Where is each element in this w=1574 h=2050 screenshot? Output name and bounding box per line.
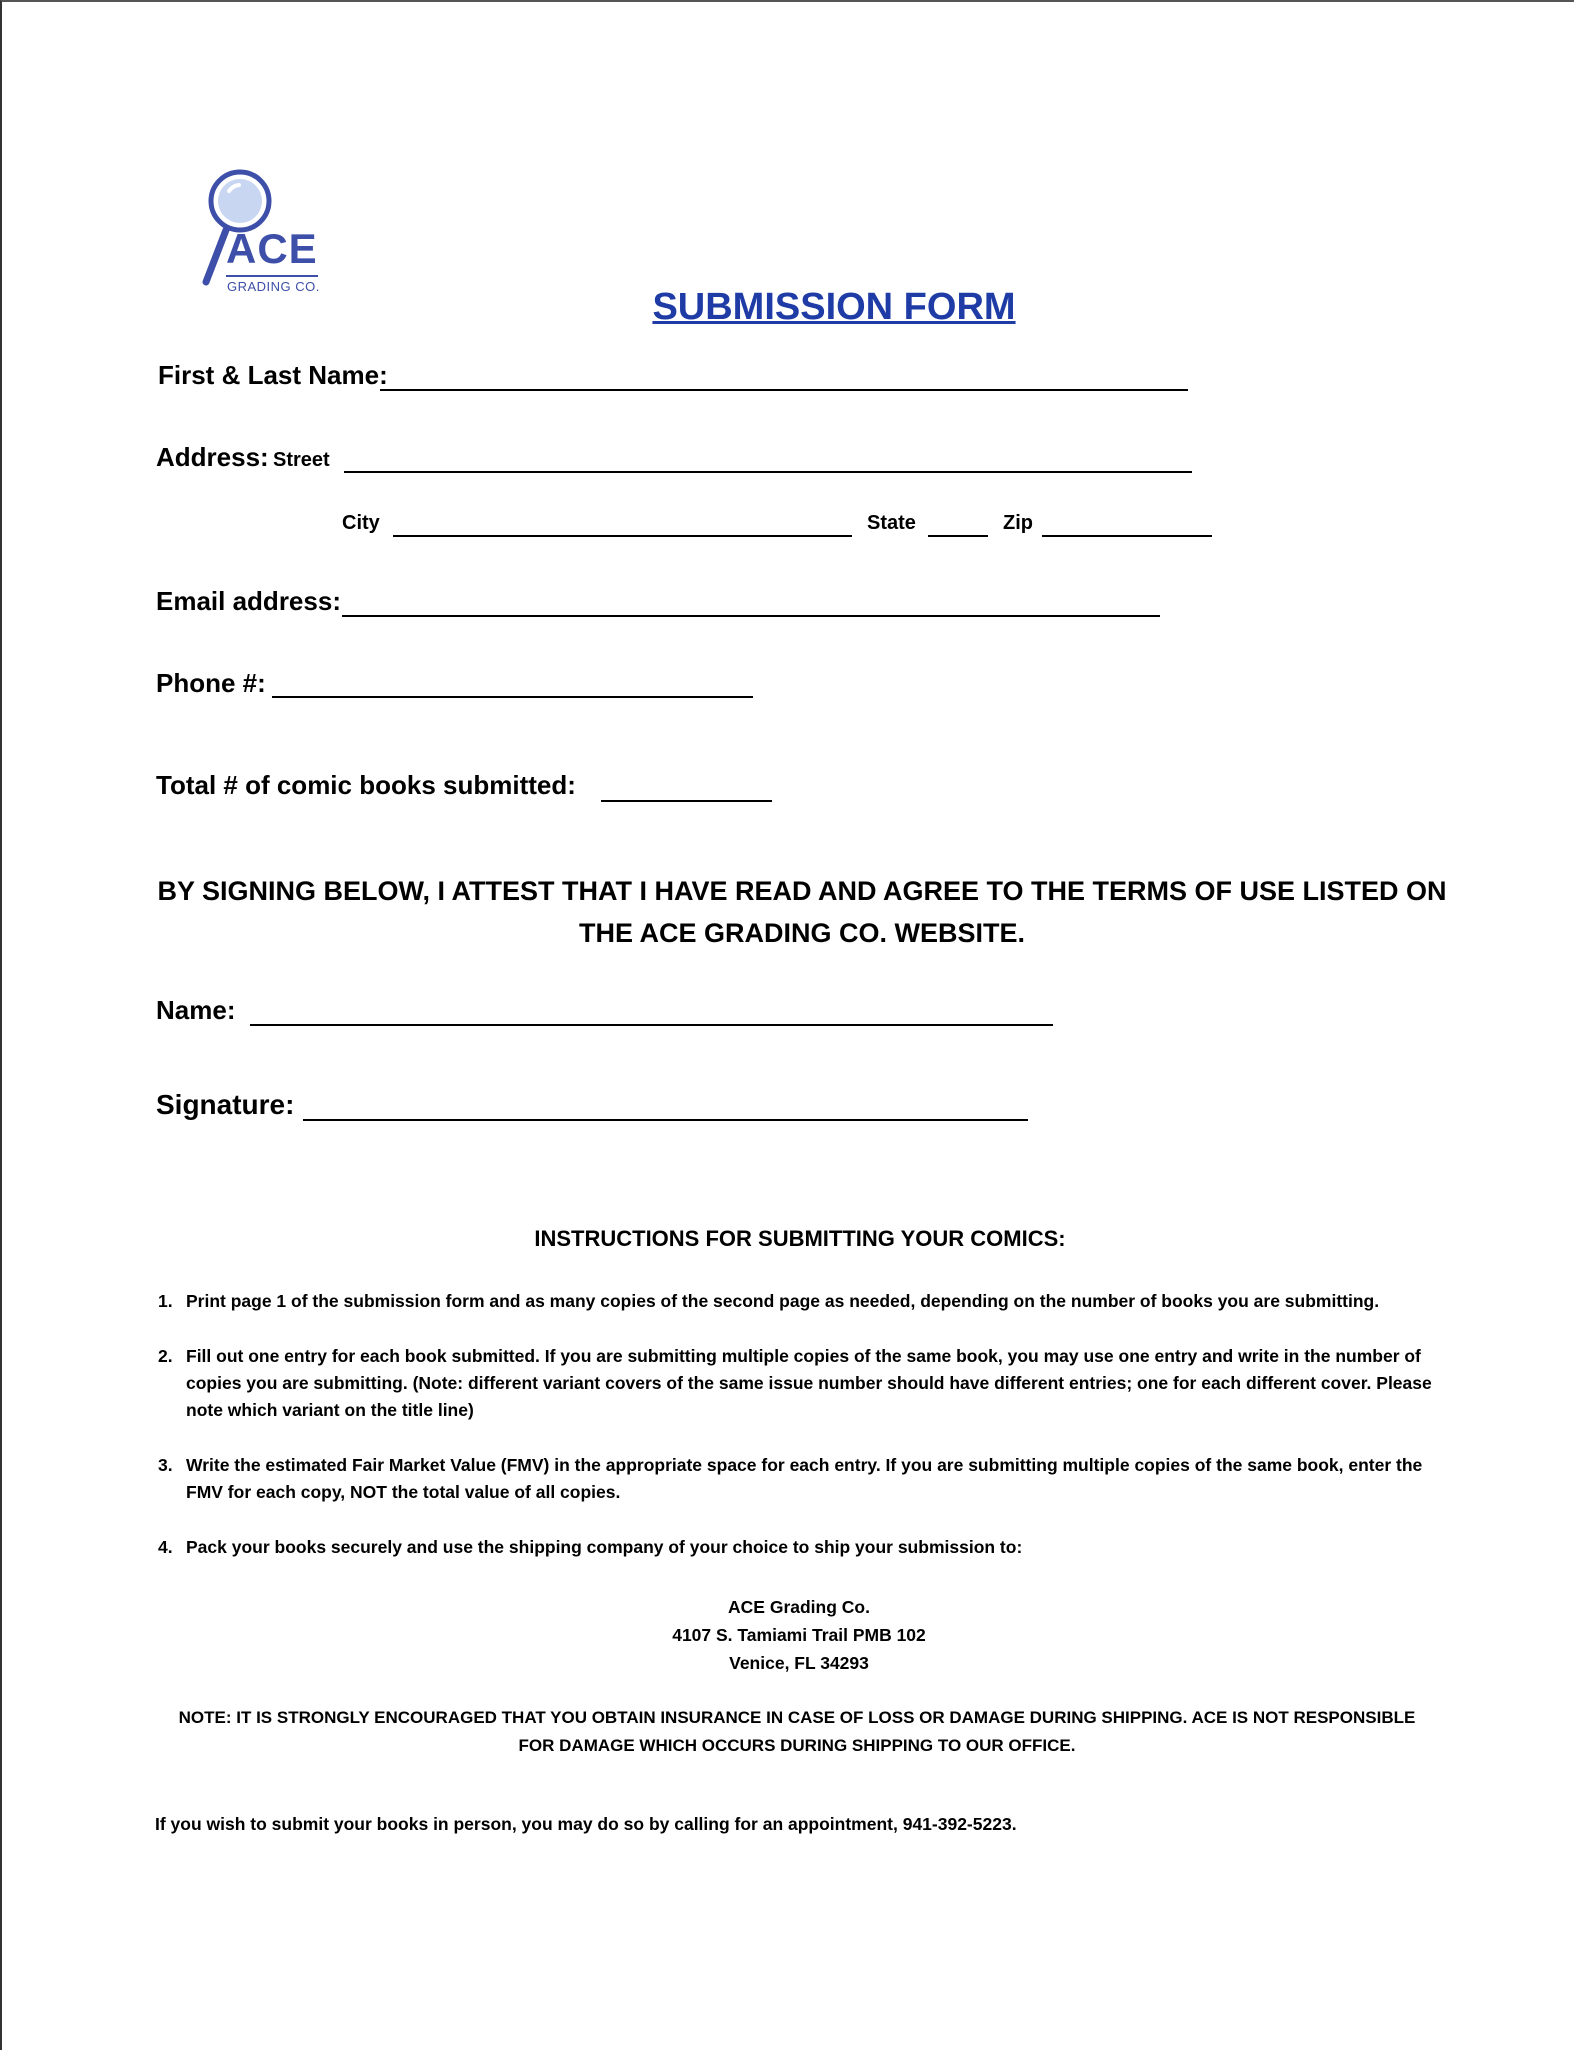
address-label: Address: <box>156 442 269 472</box>
email-label: Email address: <box>156 586 341 616</box>
state-label: State <box>867 512 916 534</box>
city-field[interactable] <box>393 535 852 537</box>
total-label: Total # of comic books submitted: <box>156 770 576 800</box>
attestation-text: BY SIGNING BELOW, I ATTEST THAT I HAVE READ AND AGREE TO THE TERMS OF USE LISTED ON THE ACE GRADING CO. WEBSITE. <box>157 876 1447 948</box>
list-item-number: 1. <box>158 1291 173 1311</box>
address-line-1: ACE Grading Co. <box>728 1597 870 1617</box>
zip-field[interactable] <box>1042 535 1212 537</box>
in-person-text: If you wish to submit your books in person, you may do so by calling for an appointment, 941-392-5223. <box>155 1814 1017 1834</box>
list-item-text: Pack your books securely and use the shipping company of your choice to ship your submission to: <box>186 1537 1023 1557</box>
phone-field[interactable] <box>272 696 753 698</box>
shipping-address <box>2 1593 1574 1677</box>
insurance-note: NOTE: IT IS STRONGLY ENCOURAGED THAT YOU OBTAIN INSURANCE IN CASE OF LOSS OR DAMAGE DURING SHIPPING. ACE IS NOT RESPONSIBLE FOR DAMAGE WHICH OCCURS DURING SHIPPING TO OUR OFFICE. <box>178 1708 1416 1755</box>
list-item-number: 2. <box>158 1346 173 1366</box>
name-field[interactable] <box>380 389 1188 391</box>
signer-name-field[interactable] <box>250 1024 1053 1026</box>
name-label: First & Last Name: <box>158 360 388 390</box>
city-label: City <box>342 512 380 534</box>
list-item <box>154 1343 1434 1424</box>
list-item-text: Write the estimated Fair Market Value (FMV) in the appropriate space for each entry. If you are submitting multiple copies of the same book, enter the FMV for each copy, NOT the total value of all copies. <box>186 1455 1423 1502</box>
logo-name: ACE <box>226 225 318 272</box>
state-field[interactable] <box>928 535 988 537</box>
email-field[interactable] <box>342 615 1160 617</box>
list-item <box>154 1534 1434 1561</box>
street-label: Street <box>273 449 330 471</box>
signature-field[interactable] <box>303 1119 1028 1121</box>
page-title: SUBMISSION FORM <box>652 286 1016 328</box>
logo-subtitle: GRADING CO. <box>227 279 320 294</box>
street-field[interactable] <box>344 471 1192 473</box>
zip-label: Zip <box>1003 512 1033 534</box>
logo <box>200 167 340 297</box>
signer-name-label: Name: <box>156 995 236 1025</box>
instructions-list <box>154 1288 1434 1589</box>
list-item <box>154 1288 1434 1315</box>
list-item-text: Fill out one entry for each book submitted. If you are submitting multiple copies of the same book, you may use one entry and write in the number of copies you are submitting. (Note: different variant covers of the same issue number should have different entries; one for each different cover. Please note which variant on the title line) <box>186 1346 1432 1420</box>
address-line-2: 4107 S. Tamiami Trail PMB 102 <box>672 1625 926 1645</box>
list-item-text: Print page 1 of the submission form and as many copies of the second page as needed, depending on the number of books you are submitting. <box>186 1291 1380 1311</box>
list-item-number: 3. <box>158 1455 173 1475</box>
list-item-number: 4. <box>158 1537 173 1557</box>
signature-label: Signature: <box>156 1089 295 1120</box>
instructions-title: INSTRUCTIONS FOR SUBMITTING YOUR COMICS: <box>534 1226 1066 1251</box>
total-field[interactable] <box>601 800 772 802</box>
address-line-3: Venice, FL 34293 <box>729 1653 869 1673</box>
list-item <box>154 1452 1434 1506</box>
phone-label: Phone #: <box>156 668 266 698</box>
